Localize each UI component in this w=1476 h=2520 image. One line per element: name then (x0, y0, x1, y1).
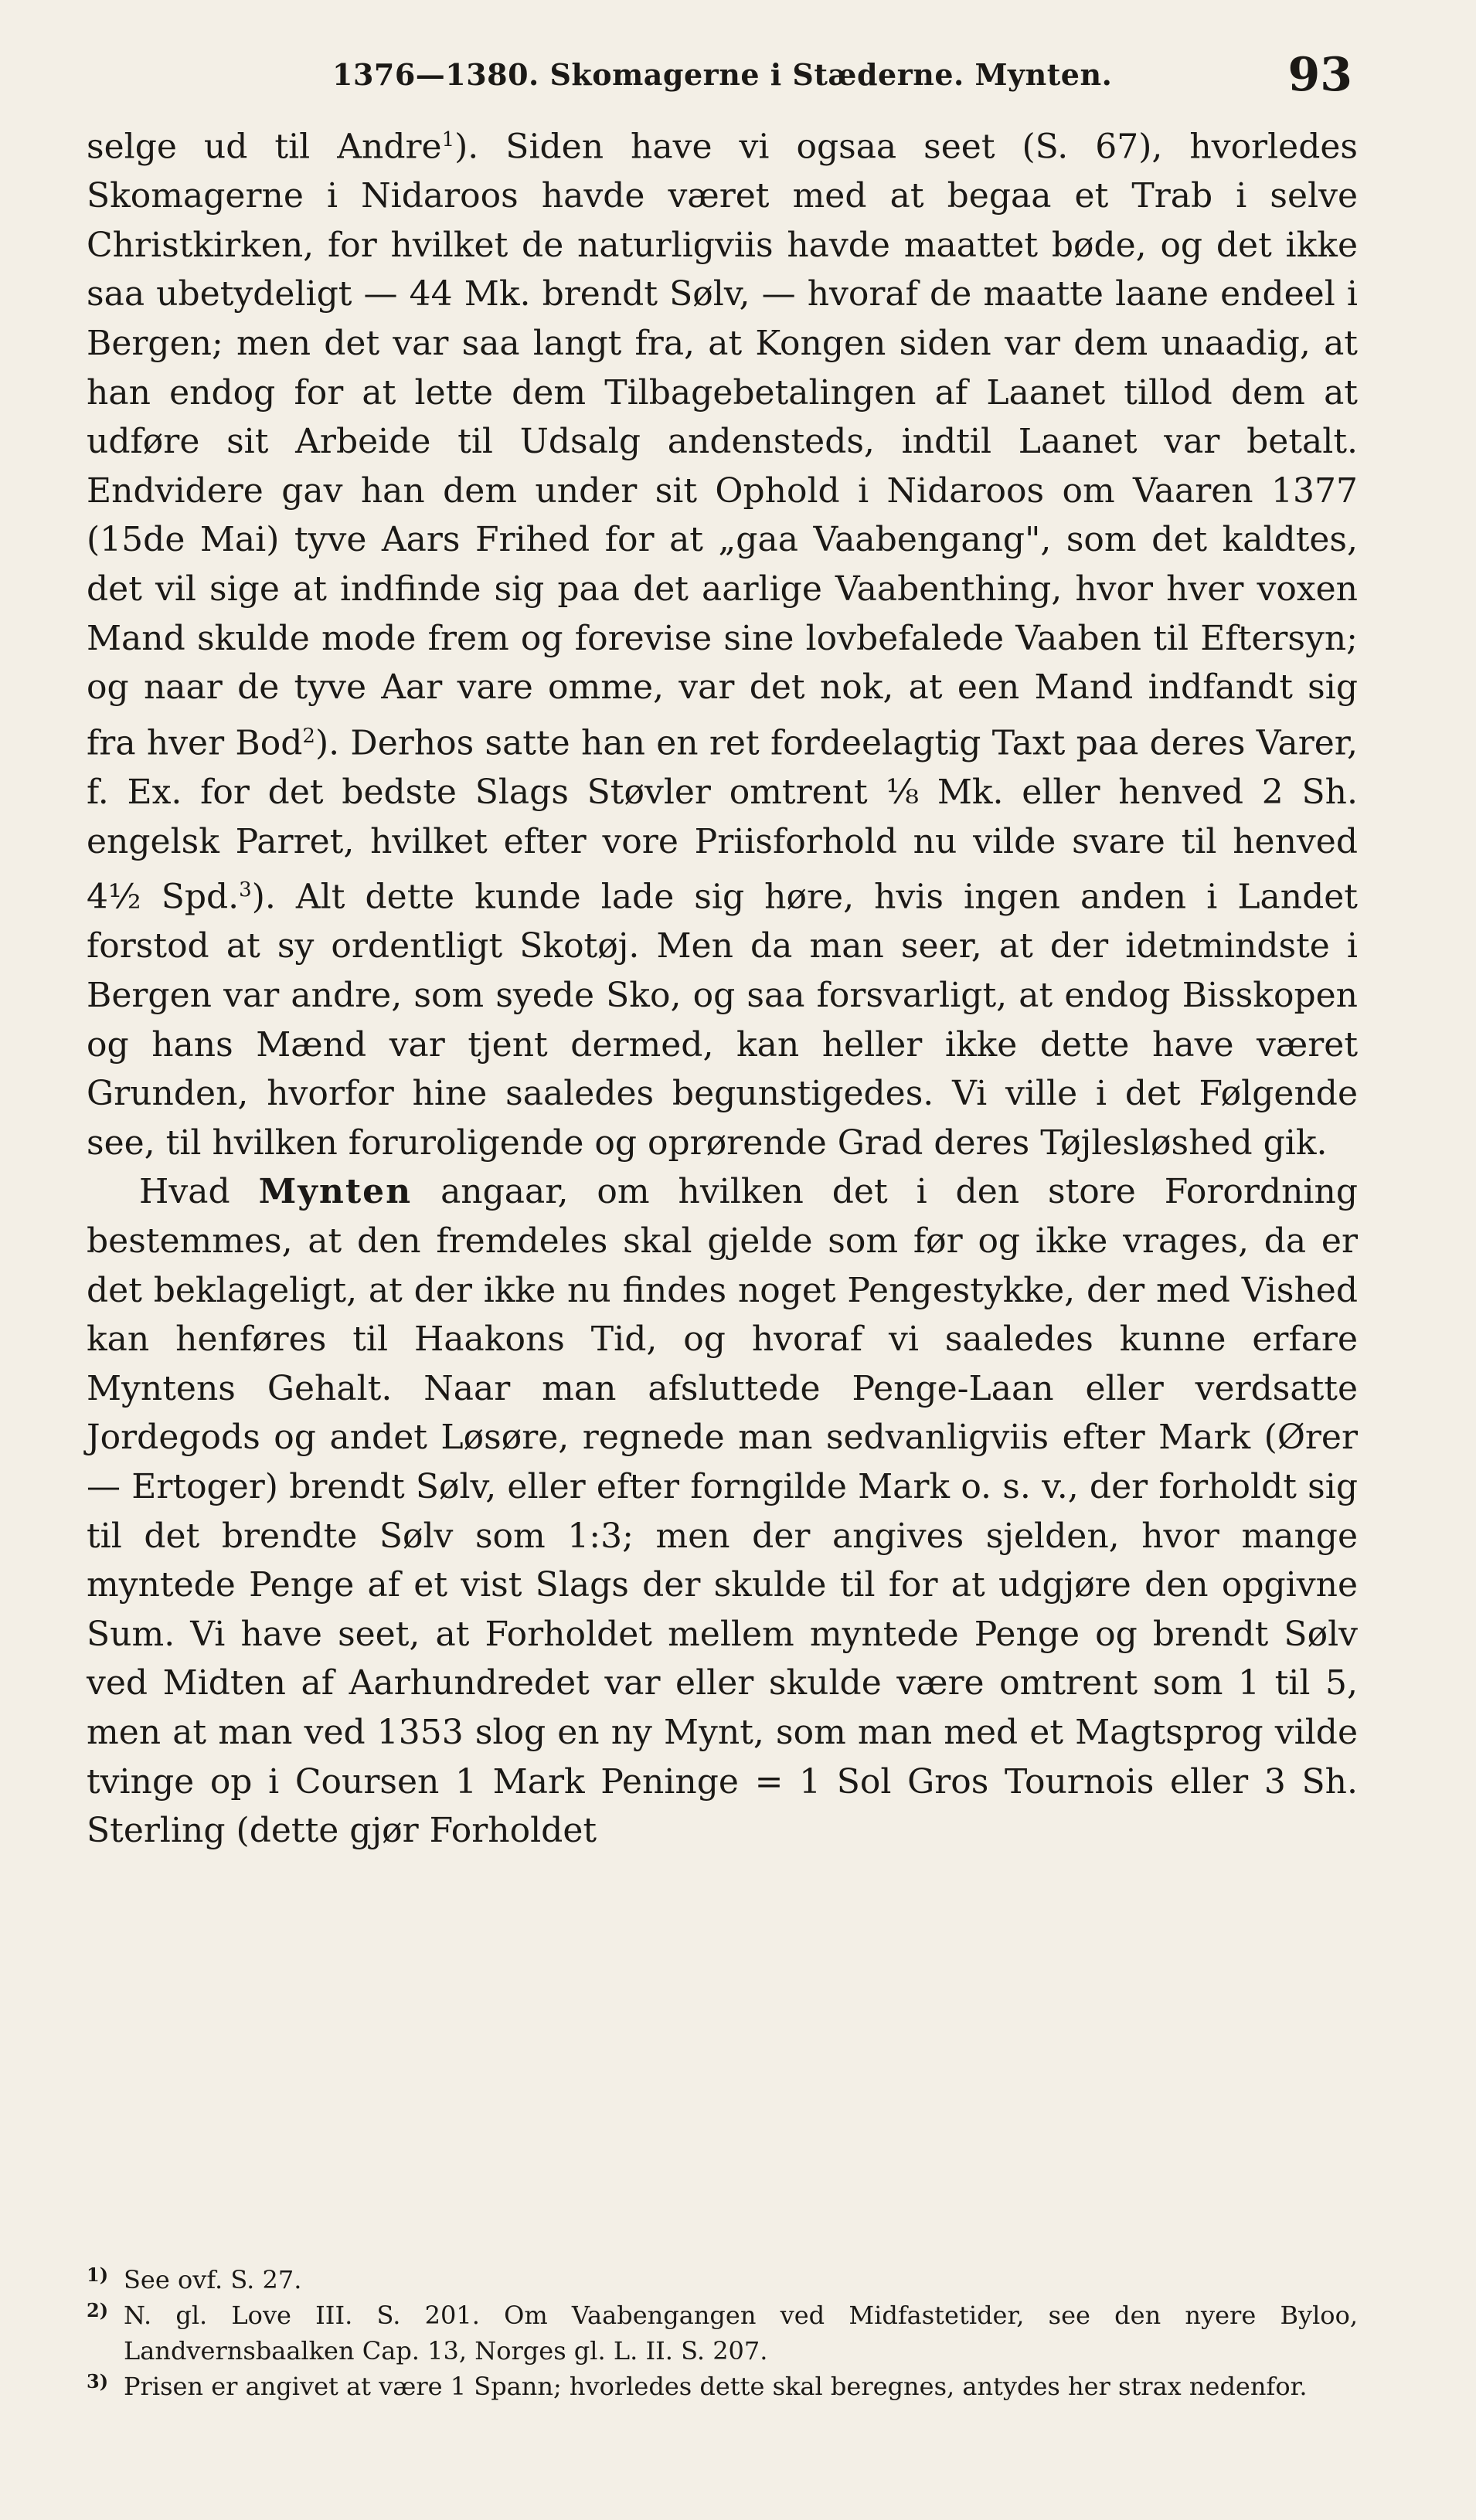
paragraph-2 (87, 1167, 1358, 1855)
paragraph-1-text-end: ). Alt dette kunde lade sig høre, hvis ingen anden i Landet forstod at sy ordentligt Skotøj. Men da man seer, at der idetmindste i Bergen var andre, som syede Sko, og saa forsvarligt, at endog Bisskopen og hans Mænd var tjent dermed, kan heller ikke dette have været Grunden, hvorfor hine saaledes begunstigedes. Vi ville i det Følgende see, til hvilken foruroligende og oprørende Grad deres Tøjlesløshed gik. (87, 877, 1358, 1163)
footnote-ref-1: 1 (441, 128, 455, 151)
footnote-ref-2: 2 (302, 724, 315, 748)
footnote-2 (87, 2298, 1358, 2369)
paragraph-1-text-part-3: ). Derhos satte han en ret fordeelagtig Taxt paa deres Varer, f. Ex. for det bedste Slags Støvler omtrent ⅛ Mk. eller henved 2 Sh. engelsk Parret, hvilket efter vore Priisforhold nu vilde svare til henved 4½ Spd. (87, 723, 1358, 917)
footnote-1 (87, 2262, 1358, 2298)
paragraph-1-text-start: selge ud til Andre (87, 127, 442, 167)
footnote-ref-3: 3 (239, 878, 252, 902)
footnote-2-mark: 2) (87, 2299, 109, 2321)
running-header (0, 48, 1476, 102)
paragraph-2-lead: Hvad (139, 1172, 230, 1212)
main-text (87, 116, 1358, 1856)
footnote-1-mark: 1) (87, 2264, 109, 2286)
footnote-3-text: Prisen er angivet at være 1 Spann; hvorledes dette skal beregnes, antydes her strax nedenfor. (124, 2372, 1308, 2401)
page-number: 93 (1287, 48, 1352, 102)
keyword-mynten: Mynten (258, 1172, 413, 1212)
footnote-3-mark: 3) (87, 2370, 109, 2393)
footnote-3 (87, 2369, 1358, 2404)
paragraph-2-text: angaar, om hvilken det i den store Forordning bestemmes, at den fremdeles skal gjelde som før og ikke vrages, da er det beklageligt, at der ikke nu findes noget Pengestykke, der med Vished kan henføres til Haakons Tid, og hvoraf vi saaledes kunne erfare Myntens Gehalt. Naar man afsluttede Penge-Laan eller verdsatte Jordegods og andet Løsøre, regnede man sedvanligviis efter Mark (Ører — Ertoger) brendt Sølv, eller efter forngilde Mark o. s. v., der forholdt sig til det brendte Sølv som 1:3; men der angives sjelden, hvor mange myntede Penge af et vist Slags der skulde til for at udgjøre den opgivne Sum. Vi have seet, at Forholdet mellem myntede Penge og brendt Sølv ved Midten af Aarhundredet var eller skulde være omtrent som 1 til 5, men at man ved 1353 slog en ny Mynt, som man med et Magtsprog vilde tvinge op i Coursen 1 Mark Peninge = 1 Sol Gros Tournois eller 3 Sh. Sterling (dette gjør Forholdet (87, 1172, 1358, 1851)
footnote-2-text: N. gl. Love III. S. 201. Om Vaabengangen ved Midfastetider, see den nyere Byloo, Landvernsbaalken Cap. 13, Norges gl. L. II. S. 207. (124, 2301, 1358, 2365)
paragraph-1 (87, 116, 1358, 1167)
footnote-1-text: See ovf. S. 27. (124, 2265, 302, 2294)
paragraph-1-text-part-2: ). Siden have vi ogsaa seet (S. 67), hvorledes Skomagerne i Nidaroos havde været med at begaa et Trab i selve Christkirken, for hvilket de naturligviis havde maattet bøde, og det ikke saa ubetydeligt — 44 Mk. brendt Sølv, — hvoraf de maatte laane endeel i Bergen; men det var saa langt fra, at Kongen siden var dem unaadig, at han endog for at lette dem Tilbagebetalingen af Laanet tillod dem at udføre sit Arbeide til Udsalg andensteds, indtil Laanet var betalt. Endvidere gav han dem under sit Ophold i Nidaroos om Vaaren 1377 (15de Mai) tyve Aars Frihed for at „gaa Vaabengang", som det kaldtes, det vil sige at indfinde sig paa det aarlige Vaabenthing, hvor hver voxen Mand skulde mode frem og forevise sine lovbefalede Vaaben til Eftersyn; og naar de tyve Aar vare omme, var det nok, at een Mand indfandt sig fra hver Bod (87, 127, 1358, 763)
running-head: 1376—1380. Skomagerne i Stæderne. Mynten. (332, 57, 1113, 92)
footnotes (87, 2262, 1358, 2404)
